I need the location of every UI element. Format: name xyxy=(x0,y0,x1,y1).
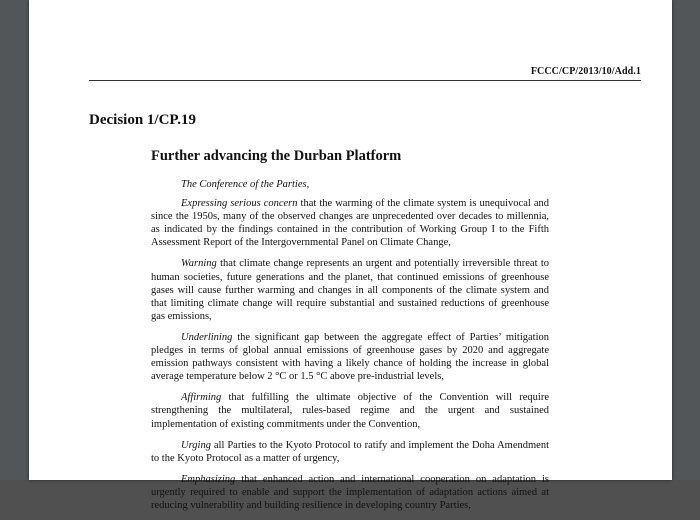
paragraph-lead: Emphasizing xyxy=(181,473,236,485)
page-title: Further advancing the Durban Platform xyxy=(151,148,402,164)
header-rule xyxy=(89,80,641,81)
paragraph-text: that fulfilling the ultimate objective of the Convention will require strengthening the multilateral, rules-based regime and the urgent and sustained implementation of existing commitments under the Convention, xyxy=(151,392,549,430)
paragraph-lead: Warning xyxy=(181,258,217,270)
document-symbol: FCCC/CP/2013/10/Add.1 xyxy=(530,66,641,77)
paragraph-1 xyxy=(151,197,549,249)
paragraph-text: that climate change represents an urgent and potentially irreversible threat to human societies, future generations and the planet, that continued emissions of greenhouse gases will cause further warming and changes in all components of the climate system and that limiting climate change will require substantial and sustained reductions of greenhouse gas emissions, xyxy=(151,258,549,322)
paragraph-4 xyxy=(151,391,549,430)
document-page xyxy=(29,0,672,511)
intro-line: The Conference of the Parties, xyxy=(181,179,310,190)
document-body xyxy=(151,178,549,520)
paragraph-2 xyxy=(151,257,549,322)
paragraph-5 xyxy=(151,439,549,465)
decision-title: Decision 1/CP.19 xyxy=(89,112,196,128)
paragraph-3 xyxy=(151,331,549,383)
paragraph-text: that the warming of the climate system is unequivocal and since the 1950s, many of the observed changes are unprecedented over decades to millennia, as indicated by the findings contained in the contribution of Working Group I to the Fifth Assessment Report of the Intergovernmental Panel on Climate Change, xyxy=(151,198,549,249)
paragraph-text: that enhanced action and international cooperation on adaptation is urgently required to enable and support the implementation of adaptation actions aimed at reducing vulnerability and building resilience in developing country Parties, xyxy=(151,473,549,511)
paragraph-lead: Expressing serious concern xyxy=(181,198,298,210)
paragraph-lead: Urging xyxy=(181,439,211,451)
paragraph-text: the significant gap between the aggregate effect of Parties’ mitigation pledges in terms of global annual emissions of greenhouse gases by 2020 and aggregate emission pathways consistent with having a likely chance of holding the increase in global average temperature below 2 °C or 1.5 °C above pre-industrial levels, xyxy=(151,331,549,383)
paragraph-text: all Parties to the Kyoto Protocol to ratify and implement the Doha Amendment to the Kyoto Protocol as a matter of urgency, xyxy=(151,439,549,464)
paragraph-lead: Affirming xyxy=(181,392,222,404)
paragraph-lead: Underlining xyxy=(181,331,233,343)
paragraph-6 xyxy=(151,473,549,512)
